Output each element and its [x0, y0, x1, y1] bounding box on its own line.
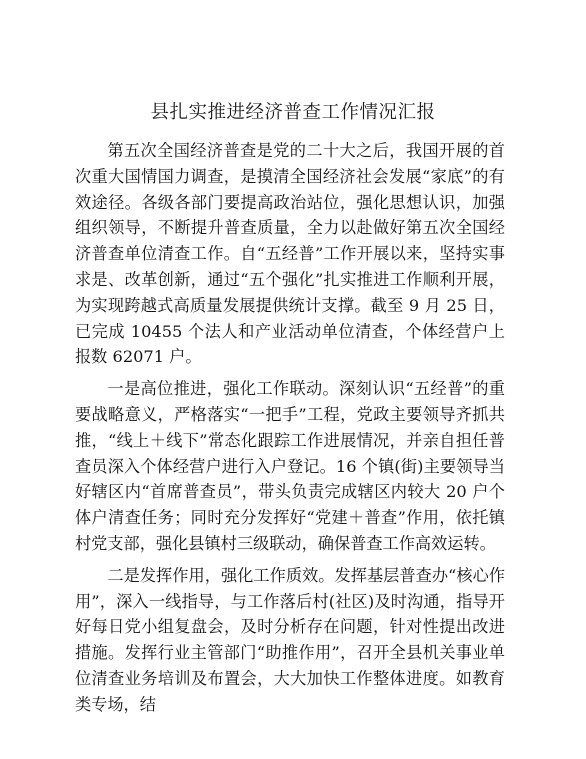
paragraph-point-one: 一是高位推进，强化工作联动。深刻认识“五经普”的重要战略意义，严格落实“一把手”工程，党政主要领导齐抓共推，“线上＋线下”常态化跟踪工作进展情况，并亲自担任普查员深入个体经营户进行入户登记。16 个镇(街)主要领导当好辖区内“首席普查员”，带头负责完成辖区内较大 20 户个体户清查任务；同时充分发挥好“党建＋普查”作用，依托镇村党支部，强化县镇村三级联动，确保普查工作高效运转。: [75, 379, 505, 553]
paragraph-intro: 第五次全国经济普查是党的二十大之后，我国开展的首次重大国情国力调查，是摸清全国经济社会发展“家底”的有效途径。各级各部门要提高政治站位，强化思想认识，加强组织领导，不断提升普查质量，全力以赴做好第五次全国经济普查单位清查工作。自“五经普”工作开展以来，坚持实事求是、改革创新，通过“五个强化”扎实推进工作顺利开展，为实现跨越式高质量发展提供统计支撑。截至 9 月 25 日，已完成 10455 个法人和产业活动单位清查，个体经营户上报数 62071 户。: [75, 141, 505, 367]
document-body: [75, 138, 505, 724]
document-title: 县扎实推进经济普查工作情况汇报: [150, 102, 436, 123]
paragraph-point-two: 二是发挥作用，强化工作质效。发挥基层普查办“核心作用”，深入一线指导，与工作落后村(社区)及时沟通，指导开好每日党小组复盘会，及时分析存在问题，针对性提出改进措施。发挥行业主管部门“助推作用”，召开全县机关事业单位清查业务培训及布置会，大大加快工作整体进度。如教育类专场，结: [75, 565, 505, 714]
